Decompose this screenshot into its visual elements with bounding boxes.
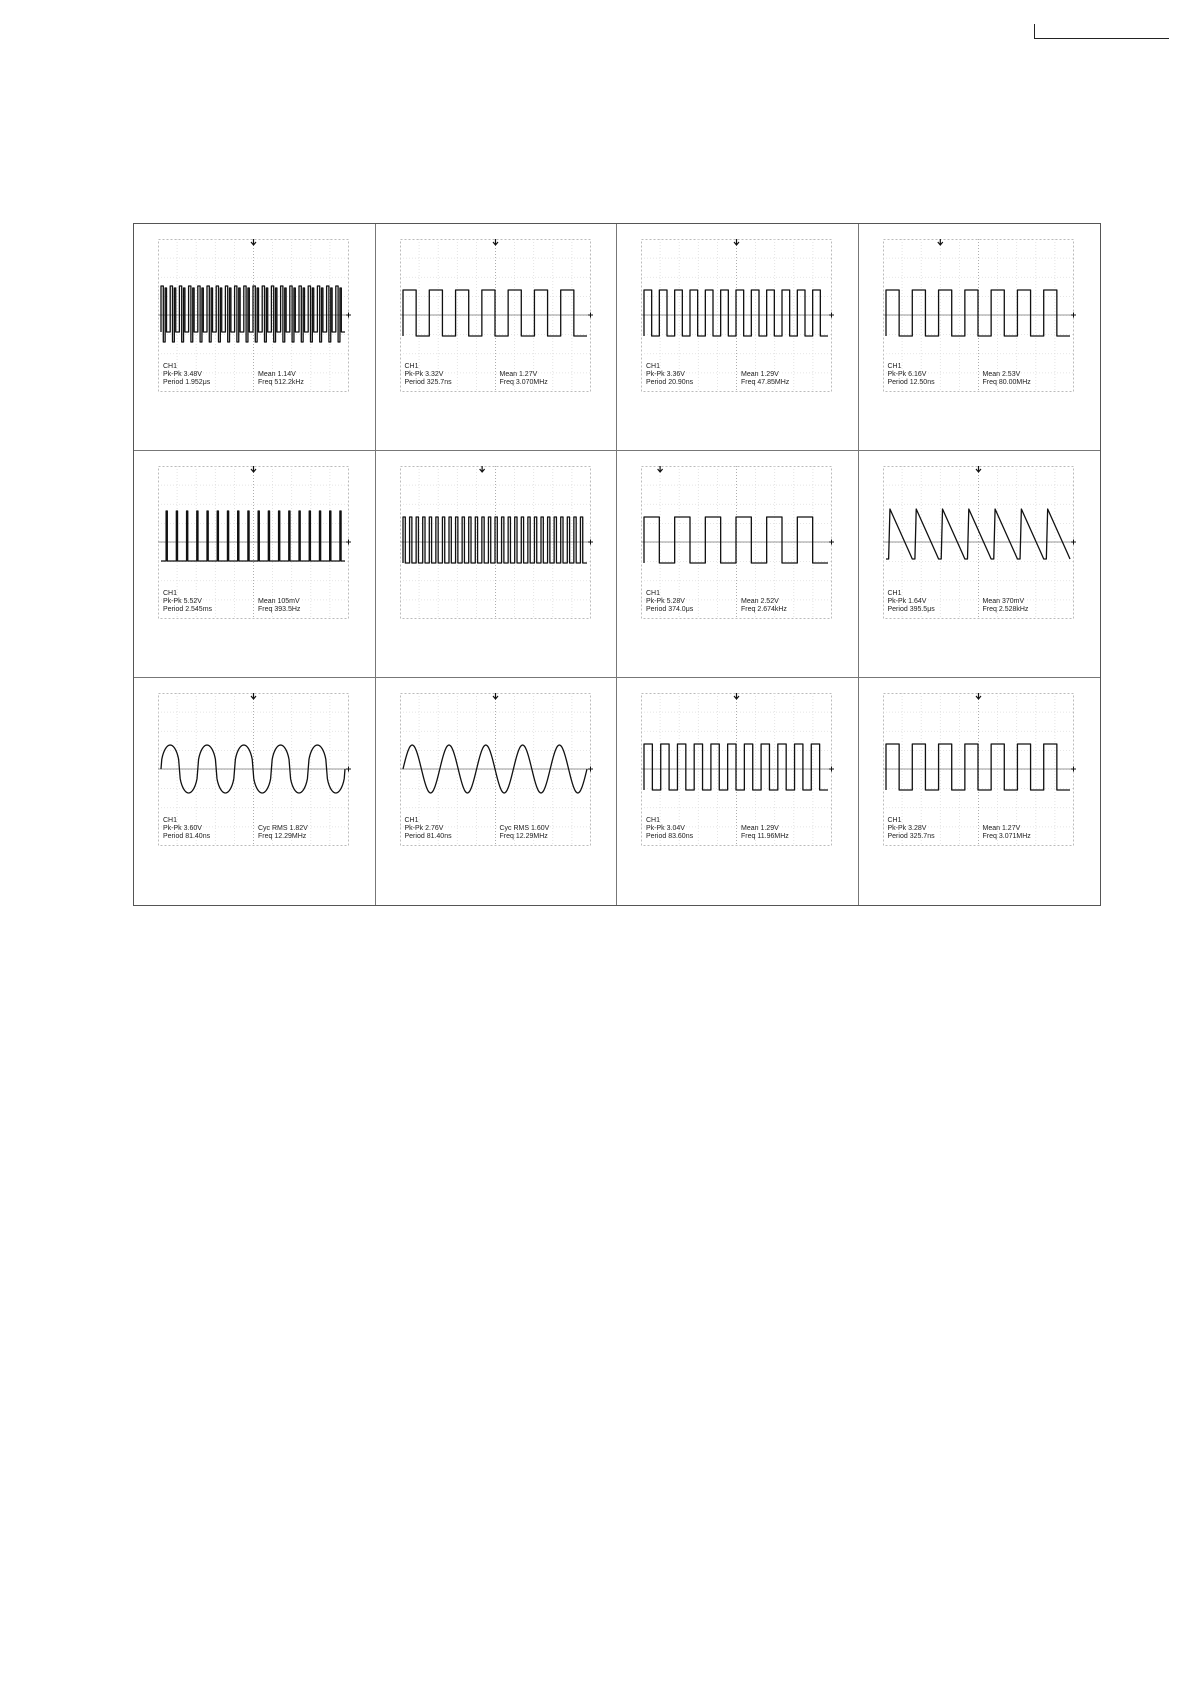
measure-2-label: Mean: [982, 598, 1001, 605]
measure-1-value: 5.28V: [666, 598, 685, 605]
measure-4-label: Freq: [258, 606, 273, 613]
measure-3-value: 81.40ns: [426, 833, 452, 840]
trigger-marker: [479, 466, 484, 472]
measure-2-value: 1.14V: [277, 371, 296, 378]
measure-2-label: Mean: [741, 598, 759, 605]
channel-label: CH1: [163, 817, 178, 824]
measure-2-value: 1.82V: [289, 825, 308, 832]
waveform-trace: [161, 286, 345, 342]
measure-2-value: 1.27V: [518, 371, 538, 378]
ground-marker: [346, 540, 351, 545]
measure-3-value: 12.50ns: [909, 379, 935, 386]
measure-3-label: Period: [404, 833, 425, 840]
measure-1-value: 3.28V: [908, 825, 927, 832]
ground-marker: [346, 767, 351, 772]
measure-4-label: Freq: [982, 606, 997, 613]
measure-1-value: 5.52V: [183, 598, 202, 605]
measure-4-value: 2.528kHz: [998, 606, 1029, 613]
channel-label: CH1: [163, 590, 178, 597]
measure-4-label: Freq: [741, 606, 756, 613]
measure-1-label: Pk-Pk: [887, 371, 907, 378]
measure-3-label: Period: [887, 833, 908, 840]
channel-label: CH1: [163, 363, 178, 370]
measure-2-label: Cyc RMS: [499, 825, 530, 832]
measure-4-label: Freq: [982, 833, 997, 840]
measure-2-label: Mean: [258, 598, 276, 605]
scope-screen: [883, 239, 1074, 392]
measure-1-label: Pk-Pk: [163, 598, 182, 605]
measure-4-value: 12.29MHz: [515, 833, 548, 840]
waveform-cell-3: [617, 224, 859, 451]
ground-marker: [588, 313, 593, 318]
measure-3-label: Period: [404, 379, 425, 386]
measure-4-label: Freq: [741, 379, 756, 386]
measure-4-label: Freq: [499, 833, 514, 840]
scope-screen: [641, 693, 832, 846]
measure-1-label: Pk-Pk: [887, 598, 907, 605]
scope-readout: [646, 363, 832, 387]
waveform-cell-11: [617, 678, 859, 905]
measure-4-value: 47.85MHz: [757, 379, 790, 386]
measure-1-value: 3.60V: [183, 825, 202, 832]
scope-readout: [405, 363, 591, 387]
measure-3-value: 395.5μs: [909, 606, 935, 613]
measure-3-label: Period: [646, 379, 667, 386]
waveform-trace: [161, 511, 345, 561]
measure-3-value: 81.40ns: [185, 833, 211, 840]
waveform-table: [133, 223, 1101, 906]
scope-screen: [883, 466, 1074, 619]
scope-readout: [163, 817, 349, 841]
measure-4-value: 3.071MHz: [998, 833, 1031, 840]
waveform-trace: [644, 290, 828, 336]
scope-readout: [888, 363, 1074, 387]
measure-3-label: Period: [646, 606, 667, 613]
channel-label: CH1: [404, 817, 419, 824]
measure-2-label: Mean: [982, 825, 1001, 832]
trigger-marker: [937, 239, 942, 245]
measure-1-label: Pk-Pk: [646, 598, 665, 605]
measure-3-value: 374.0μs: [668, 606, 694, 613]
measure-2-value: 370mV: [1001, 598, 1025, 605]
measure-2-value: 2.52V: [760, 598, 779, 605]
measure-2-value: 105mV: [277, 598, 300, 605]
measure-1-value: 3.32V: [425, 371, 444, 378]
measure-4-value: 393.5Hz: [274, 606, 301, 613]
scope-screen: [400, 693, 591, 846]
waveform-cell-6: [376, 451, 618, 678]
channel-label: CH1: [646, 590, 661, 597]
measure-3-label: Period: [163, 379, 184, 386]
waveform-cell-10: [376, 678, 618, 905]
measure-3-value: 325.7ns: [426, 379, 452, 386]
scope-readout: [888, 590, 1074, 614]
waveform-trace: [886, 509, 1070, 559]
scope-readout: [646, 817, 832, 841]
scope-readout: [163, 590, 349, 614]
scope-screen: [400, 466, 591, 619]
measure-1-value: 3.04V: [666, 825, 685, 832]
ground-marker: [1071, 767, 1076, 772]
waveform-cell-1: [134, 224, 376, 451]
measure-1-value: 2.76V: [425, 825, 444, 832]
measure-4-value: 11.96MHz: [757, 833, 789, 840]
waveform-trace: [644, 744, 828, 790]
measure-3-value: 83.60ns: [668, 833, 694, 840]
waveform-trace: [644, 517, 828, 563]
scope-readout: [405, 817, 591, 841]
measure-2-value: 1.27V: [1001, 825, 1021, 832]
measure-3-label: Period: [163, 833, 184, 840]
measure-4-label: Freq: [741, 833, 756, 840]
scope-screen: [400, 239, 591, 392]
measure-1-label: Pk-Pk: [646, 825, 665, 832]
channel-label: CH1: [887, 817, 902, 824]
waveform-cell-9: [134, 678, 376, 905]
ground-marker: [829, 767, 834, 772]
waveform-trace: [403, 290, 587, 336]
waveform-cell-12: [859, 678, 1101, 905]
scope-readout: [163, 363, 349, 387]
measure-2-label: Mean: [499, 371, 518, 378]
measure-3-value: 1.952μs: [185, 379, 211, 386]
measure-1-label: Pk-Pk: [404, 371, 424, 378]
measure-3-value: 2.545ms: [185, 606, 213, 613]
scope-trace: [400, 466, 591, 619]
measure-4-value: 80.00MHz: [998, 379, 1031, 386]
measure-1-value: 3.48V: [183, 371, 202, 378]
measure-3-label: Period: [646, 833, 667, 840]
ground-marker: [588, 540, 593, 545]
channel-label: CH1: [646, 363, 661, 370]
scope-screen: [158, 239, 349, 392]
measure-4-label: Freq: [982, 379, 997, 386]
measure-2-value: 1.29V: [760, 825, 779, 832]
measure-1-value: 1.64V: [908, 598, 927, 605]
measure-1-label: Pk-Pk: [646, 371, 665, 378]
waveform-trace: [886, 744, 1070, 790]
measure-2-value: 2.53V: [1001, 371, 1021, 378]
ground-marker: [346, 313, 351, 318]
waveform-cell-4: [859, 224, 1101, 451]
scope-readout: [646, 590, 832, 614]
ground-marker: [1071, 540, 1076, 545]
measure-3-label: Period: [887, 379, 908, 386]
measure-4-label: Freq: [258, 833, 273, 840]
measure-1-value: 6.16V: [908, 371, 927, 378]
measure-4-value: 3.070MHz: [515, 379, 548, 386]
measure-1-label: Pk-Pk: [887, 825, 907, 832]
measure-4-value: 512.2kHz: [274, 379, 304, 386]
measure-4-label: Freq: [258, 379, 273, 386]
measure-4-value: 2.674kHz: [757, 606, 787, 613]
waveform-cell-5: [134, 451, 376, 678]
measure-2-label: Mean: [741, 825, 759, 832]
scope-screen: [641, 239, 832, 392]
measure-3-value: 325.7ns: [909, 833, 935, 840]
scope-screen: [641, 466, 832, 619]
channel-label: CH1: [404, 363, 419, 370]
measure-1-label: Pk-Pk: [163, 371, 182, 378]
measure-2-label: Mean: [258, 371, 276, 378]
waveform-cell-2: [376, 224, 618, 451]
waveform-cell-8: [859, 451, 1101, 678]
measure-1-label: Pk-Pk: [404, 825, 424, 832]
measure-3-label: Period: [163, 606, 184, 613]
measure-4-value: 12.29MHz: [274, 833, 307, 840]
scope-screen: [158, 693, 349, 846]
channel-label: CH1: [887, 590, 902, 597]
measure-2-label: Mean: [982, 371, 1001, 378]
measure-2-label: Cyc RMS: [258, 825, 288, 832]
measure-2-value: 1.60V: [531, 825, 550, 832]
ground-marker: [588, 767, 593, 772]
measure-3-label: Period: [887, 606, 908, 613]
channel-label: CH1: [887, 363, 902, 370]
ground-marker: [829, 313, 834, 318]
measure-2-label: Mean: [741, 371, 759, 378]
waveform-trace: [403, 517, 587, 563]
scope-readout: [888, 817, 1074, 841]
measure-2-value: 1.29V: [760, 371, 779, 378]
header-rule: [1034, 24, 1169, 39]
channel-label: CH1: [646, 817, 661, 824]
measure-1-label: Pk-Pk: [163, 825, 182, 832]
measure-1-value: 3.36V: [666, 371, 685, 378]
scope-screen: [883, 693, 1074, 846]
waveform-cell-7: [617, 451, 859, 678]
scope-screen: [158, 466, 349, 619]
measure-3-value: 20.90ns: [668, 379, 694, 386]
waveform-trace: [886, 290, 1070, 336]
ground-marker: [829, 540, 834, 545]
ground-marker: [1071, 313, 1076, 318]
measure-4-label: Freq: [499, 379, 514, 386]
